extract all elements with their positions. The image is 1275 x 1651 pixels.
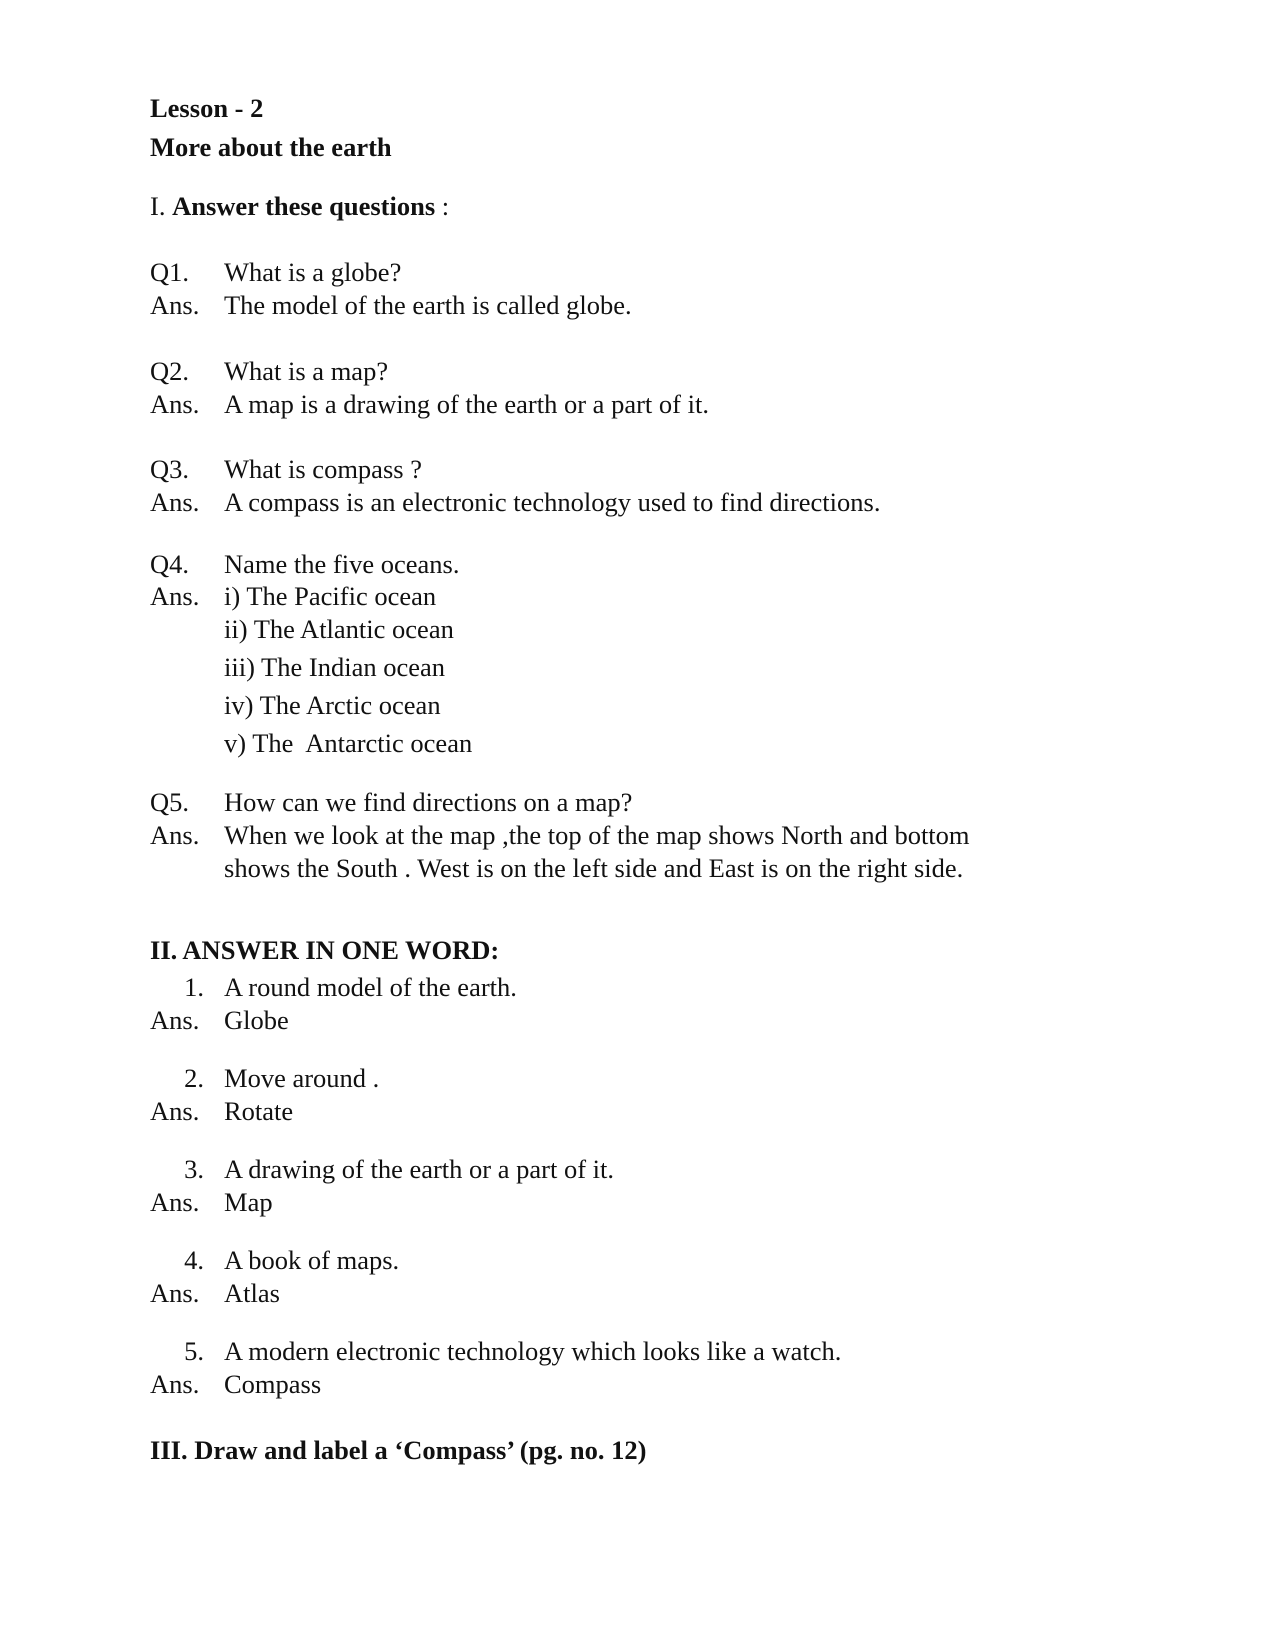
s2-answer: Globe [224, 1005, 289, 1035]
s2-answer: Atlas [224, 1278, 280, 1308]
q5-answer-label: Ans. [150, 820, 200, 850]
s2-item-question: A drawing of the earth or a part of it. [224, 1154, 615, 1184]
q4-label: Q4. [150, 549, 190, 579]
s2-item-question: A modern electronic technology which looks like a watch. [224, 1336, 842, 1366]
section-3-heading: III. Draw and label a ‘Compass’ (pg. no. 12) [150, 1435, 647, 1465]
s2-item-number: 5. [184, 1336, 204, 1366]
s2-answer: Map [224, 1187, 273, 1217]
s2-item-question: A round model of the earth. [224, 972, 517, 1002]
q3-question: What is compass ? [224, 454, 422, 484]
q1-label: Q1. [150, 257, 190, 287]
s2-item-number: 3. [184, 1154, 204, 1184]
q4-answer-label: Ans. [150, 581, 200, 611]
s2-item-question: A book of maps. [224, 1245, 400, 1275]
q4-answer-item: iii) The Indian ocean [224, 652, 445, 682]
s2-item-question: Move around . [224, 1063, 380, 1093]
s2-answer-label: Ans. [150, 1278, 200, 1308]
q5-answer-line: shows the South . West is on the left side and East is on the right side. [224, 853, 964, 883]
s2-answer-label: Ans. [150, 1369, 200, 1399]
q2-question: What is a map? [224, 356, 389, 386]
section-1-suffix: : [435, 191, 450, 221]
s2-answer: Rotate [224, 1096, 294, 1126]
q2-label: Q2. [150, 356, 190, 386]
q3-label: Q3. [150, 454, 190, 484]
section-2-heading: II. ANSWER IN ONE WORD: [150, 935, 500, 965]
q3-answer: A compass is an electronic technology used to find directions. [224, 487, 881, 517]
lesson-label: Lesson - 2 [150, 93, 264, 123]
q2-answer-label: Ans. [150, 389, 200, 419]
s2-answer-label: Ans. [150, 1187, 200, 1217]
section-1-title: Answer these questions [172, 191, 436, 221]
q1-answer: The model of the earth is called globe. [224, 290, 632, 320]
lesson-title: More about the earth [150, 132, 392, 162]
s2-answer-label: Ans. [150, 1096, 200, 1126]
q1-answer-label: Ans. [150, 290, 200, 320]
q5-question: How can we find directions on a map? [224, 787, 633, 817]
q4-answer-item: iv) The Arctic ocean [224, 690, 441, 720]
q1-question: What is a globe? [224, 257, 402, 287]
section-1-prefix: I. [150, 191, 173, 221]
q2-answer: A map is a drawing of the earth or a part of it. [224, 389, 709, 419]
section-1-heading [150, 190, 449, 222]
s2-answer: Compass [224, 1369, 322, 1399]
q5-label: Q5. [150, 787, 190, 817]
s2-item-number: 4. [184, 1245, 204, 1275]
q4-answer-item: ii) The Atlantic ocean [224, 614, 454, 644]
q5-answer-line: When we look at the map ,the top of the map shows North and bottom [224, 820, 970, 850]
q4-question: Name the five oceans. [224, 549, 460, 579]
s2-answer-label: Ans. [150, 1005, 200, 1035]
s2-item-number: 2. [184, 1063, 204, 1093]
q4-answer-item: v) The Antarctic ocean [224, 728, 473, 758]
q4-answer-item: i) The Pacific ocean [224, 581, 437, 611]
q3-answer-label: Ans. [150, 487, 200, 517]
s2-item-number: 1. [184, 972, 204, 1002]
